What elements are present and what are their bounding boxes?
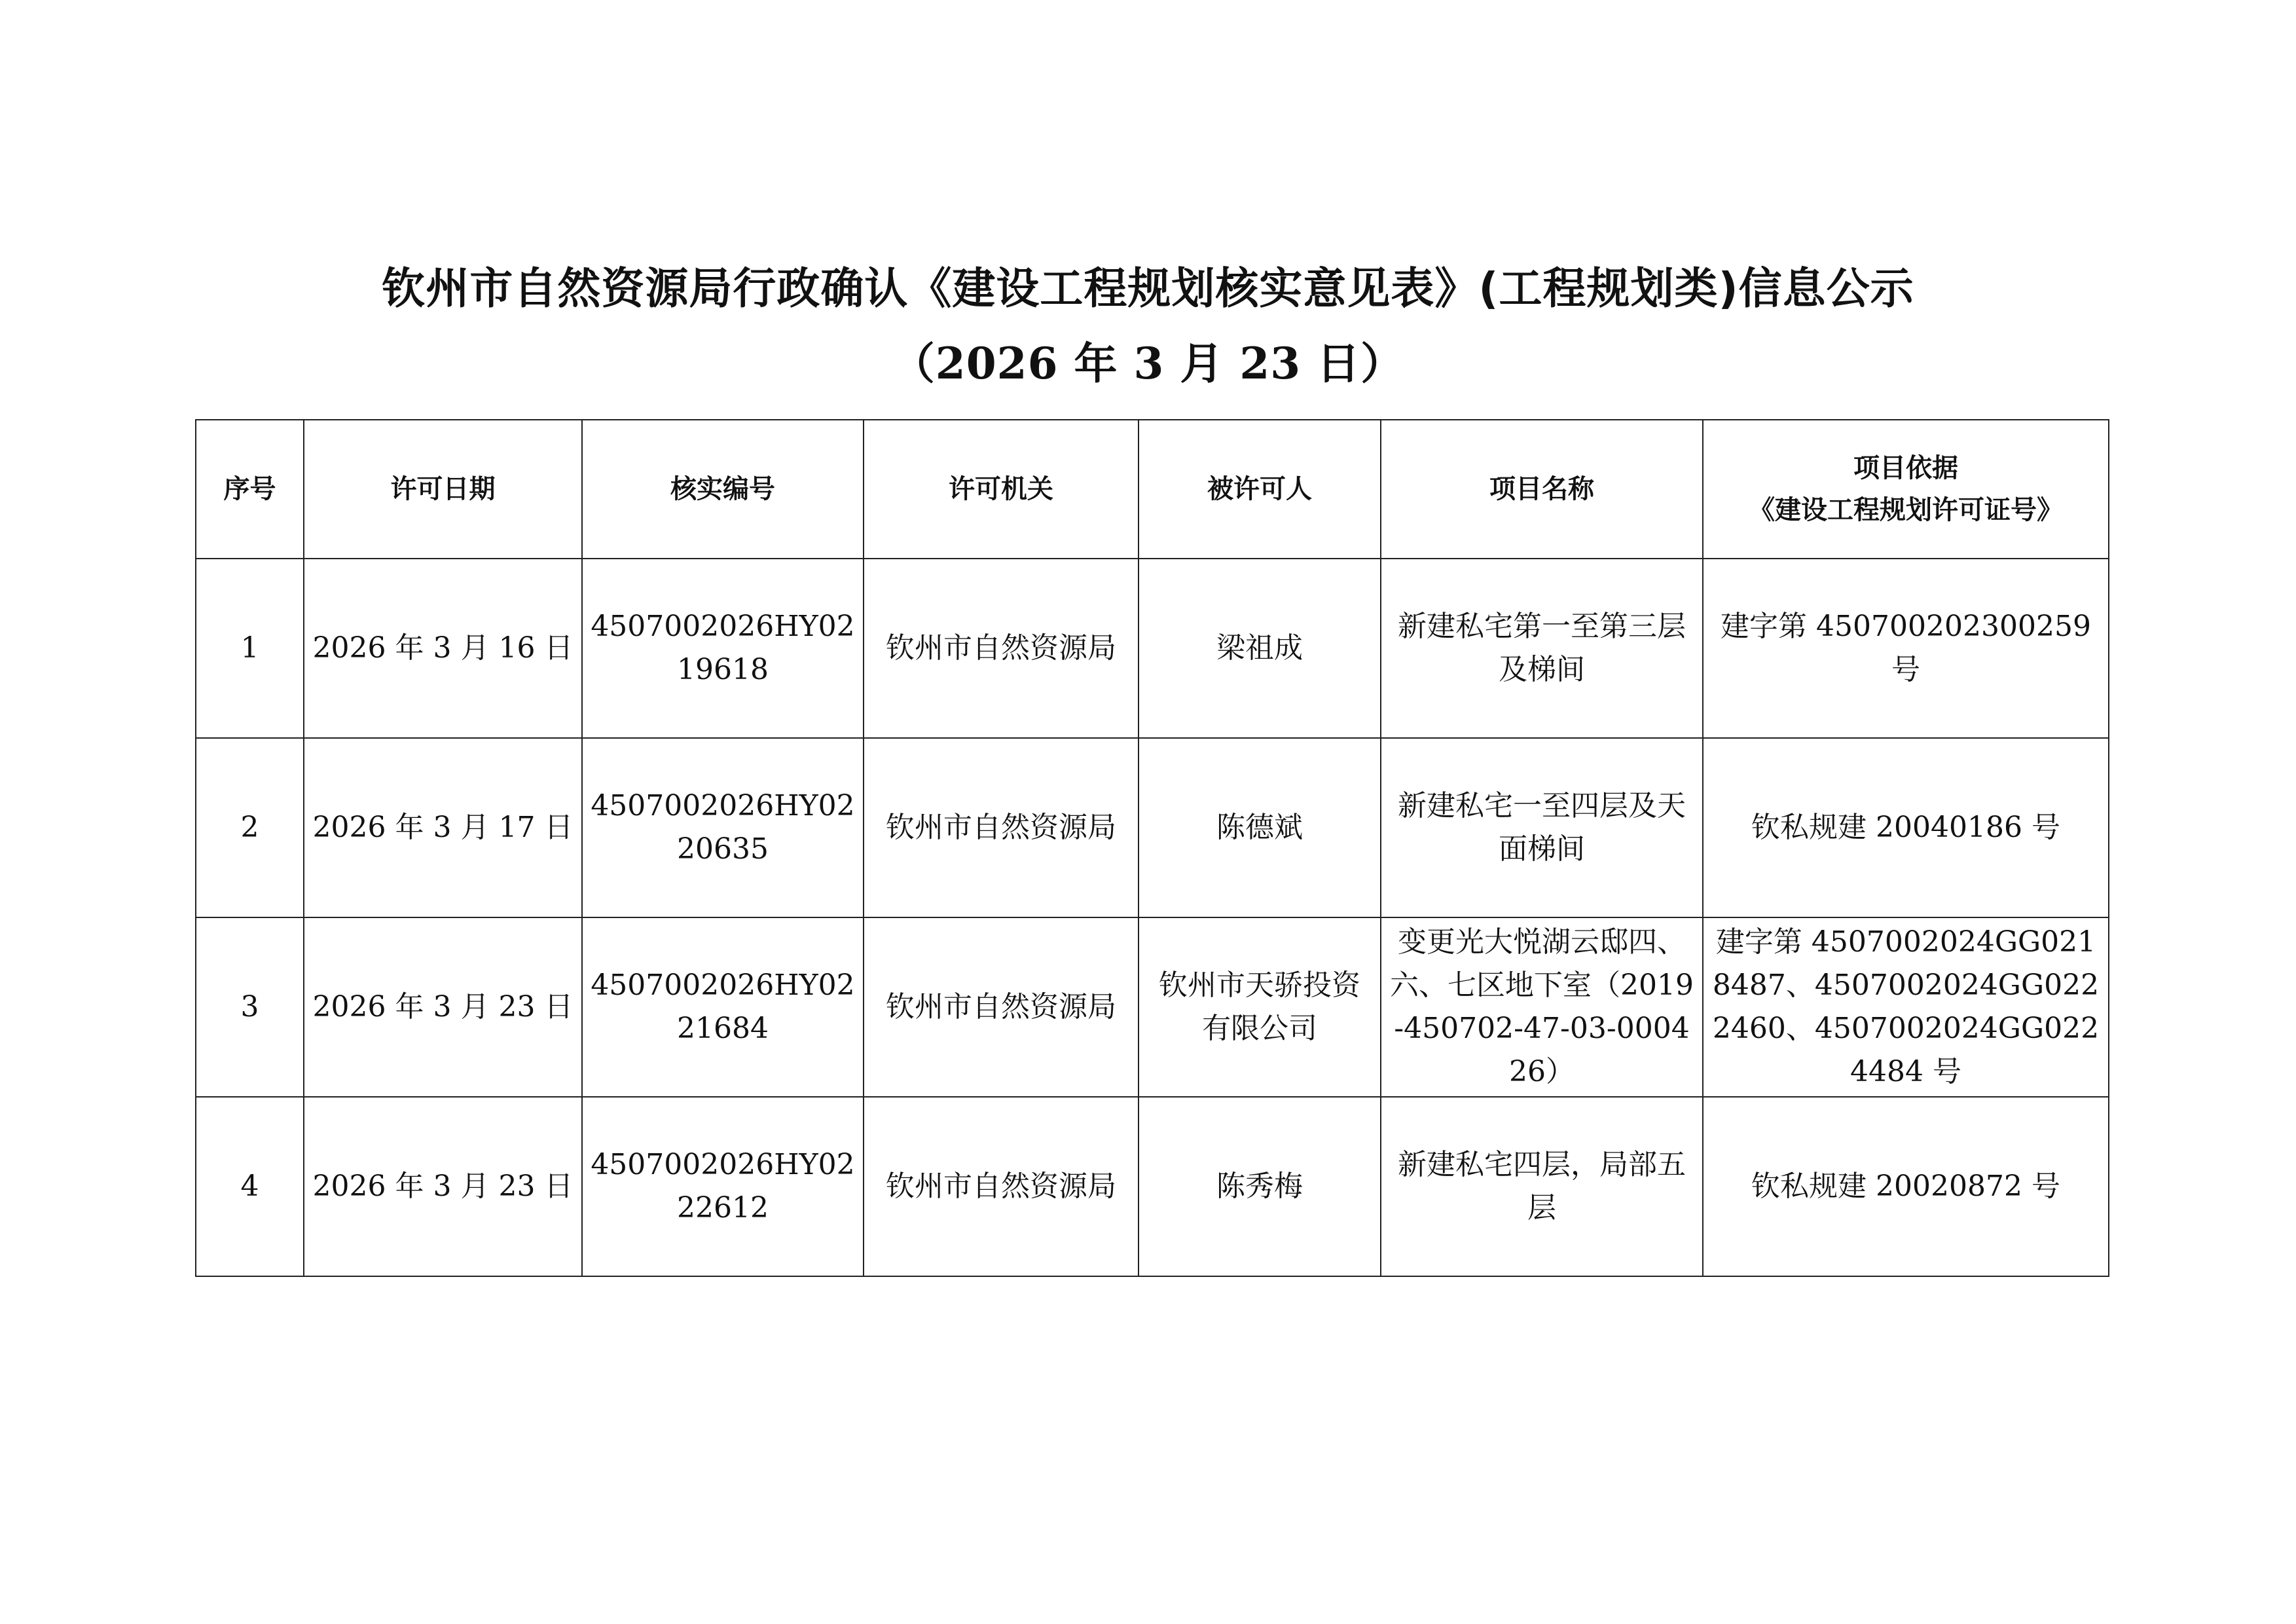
cell-licensee: 陈秀梅 [1139,1097,1381,1276]
header-seq: 序号 [196,420,304,559]
cell-project: 新建私宅四层，局部五层 [1381,1097,1703,1276]
document-title: 钦州市自然资源局行政确认《建设工程规划核实意见表》(工程规划类)信息公示 [382,263,1914,314]
cell-seq: 1 [196,559,304,738]
cell-seq: 4 [196,1097,304,1276]
cell-seq: 3 [196,917,304,1097]
cell-seq: 2 [196,738,304,917]
cell-licensee: 钦州市天骄投资有限公司 [1139,917,1381,1097]
table-row [196,1097,2109,1276]
cell-authority: 钦州市自然资源局 [864,917,1139,1097]
header-authority: 许可机关 [864,420,1139,559]
header-project: 项目名称 [1381,420,1703,559]
cell-date: 2026 年 3 月 23 日 [304,917,582,1097]
header-basis-line2: 《建设工程规划许可证号》 [1749,495,2063,525]
cell-basis: 建字第 4507002024GG0218487、4507002024GG0222460、4507002024GG0224484 号 [1703,917,2109,1097]
cell-verify-no: 4507002026HY0220635 [582,738,864,917]
table-row [196,917,2109,1097]
cell-basis: 钦私规建 20040186 号 [1703,738,2109,917]
cell-project: 新建私宅第一至第三层及梯间 [1381,559,1703,738]
cell-date: 2026 年 3 月 17 日 [304,738,582,917]
header-verify-no: 核实编号 [582,420,864,559]
header-basis-line1: 项目依据 [1853,453,1958,483]
cell-project: 新建私宅一至四层及天面梯间 [1381,738,1703,917]
cell-licensee: 陈德斌 [1139,738,1381,917]
disclosure-table [195,419,2109,1277]
cell-authority: 钦州市自然资源局 [864,1097,1139,1276]
cell-project: 变更光大悦湖云邸四、六、七区地下室（2019-450702-47-03-000426） [1381,917,1703,1097]
cell-licensee: 梁祖成 [1139,559,1381,738]
cell-verify-no: 4507002026HY0221684 [582,917,864,1097]
table-header-row [196,420,2109,559]
cell-date: 2026 年 3 月 16 日 [304,559,582,738]
cell-authority: 钦州市自然资源局 [864,559,1139,738]
document-date: （2026 年 3 月 23 日） [891,338,1405,389]
cell-date: 2026 年 3 月 23 日 [304,1097,582,1276]
table-row [196,559,2109,738]
header-licensee: 被许可人 [1139,420,1381,559]
cell-verify-no: 4507002026HY0222612 [582,1097,864,1276]
table-row [196,738,2109,917]
cell-verify-no: 4507002026HY0219618 [582,559,864,738]
cell-basis: 建字第 450700202300259 号 [1703,559,2109,738]
cell-authority: 钦州市自然资源局 [864,738,1139,917]
header-basis [1703,420,2109,559]
cell-basis: 钦私规建 20020872 号 [1703,1097,2109,1276]
header-date: 许可日期 [304,420,582,559]
